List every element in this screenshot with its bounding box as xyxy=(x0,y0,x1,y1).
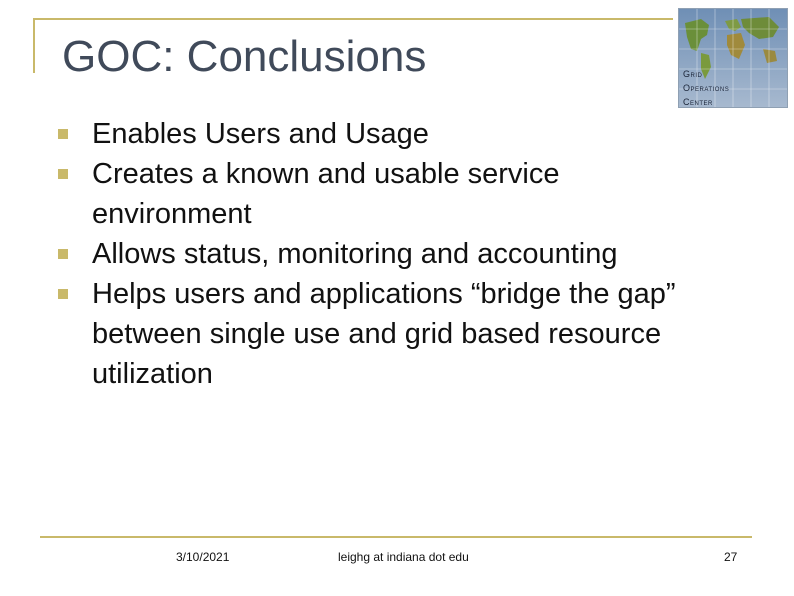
grid-operations-center-logo xyxy=(678,8,788,108)
title-frame-left-rule xyxy=(33,18,35,73)
square-bullet-icon xyxy=(58,169,68,179)
bullet-item xyxy=(58,234,698,274)
bullet-item xyxy=(58,274,698,394)
logo-caption xyxy=(683,67,729,108)
page-number: 27 xyxy=(724,550,738,564)
square-bullet-icon xyxy=(58,249,68,259)
bullet-item xyxy=(58,154,698,234)
logo-line-center: Center xyxy=(683,97,713,107)
footer-date: 3/10/2021 xyxy=(176,550,230,564)
logo-line-grid: Grid xyxy=(683,69,703,79)
footer-author: leighg at indiana dot edu xyxy=(338,550,469,564)
square-bullet-icon xyxy=(58,289,68,299)
bullet-text: Creates a known and usable service environment xyxy=(92,158,560,230)
square-bullet-icon xyxy=(58,129,68,139)
bullet-text: Enables Users and Usage xyxy=(92,118,429,150)
slide-title: GOC: Conclusions xyxy=(62,32,427,81)
bullet-item xyxy=(58,114,698,154)
bullet-text: Helps users and applications “bridge the gap” between single use and grid based resource utilization xyxy=(92,278,676,390)
logo-line-operations: Operations xyxy=(683,83,730,93)
bullet-text: Allows status, monitoring and accounting xyxy=(92,238,618,270)
footer-rule xyxy=(40,536,752,538)
title-frame-top-rule xyxy=(33,18,673,20)
bullet-list xyxy=(58,114,698,394)
